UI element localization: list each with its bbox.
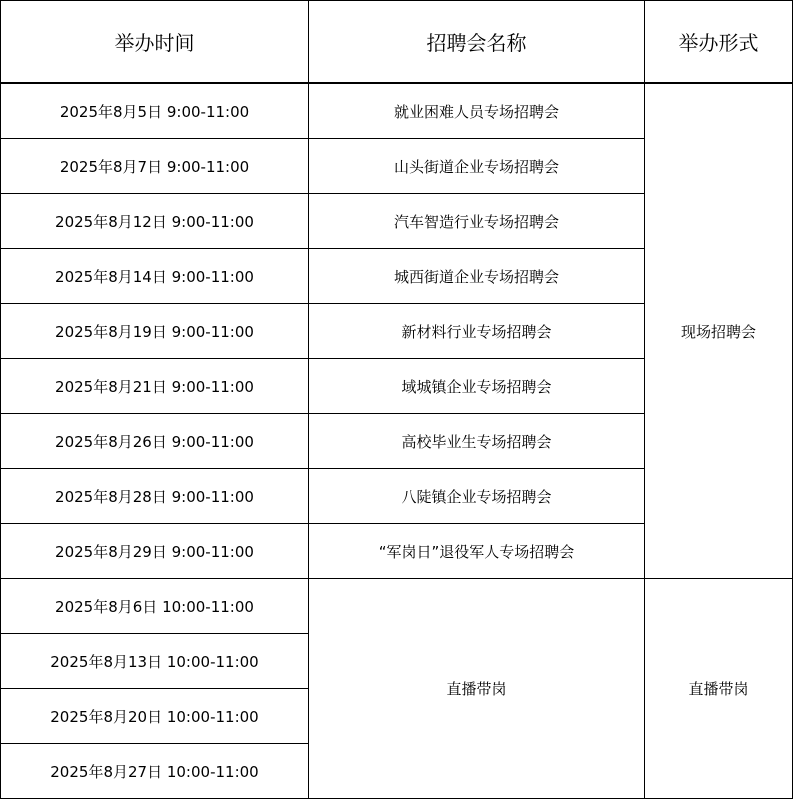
time-cell: 2025年8月21日 9:00-11:00 <box>1 359 309 414</box>
form-cell-live: 直播带岗 <box>645 579 793 799</box>
time-cell: 2025年8月13日 10:00-11:00 <box>1 634 309 689</box>
fair-name-cell-live: 直播带岗 <box>309 579 645 799</box>
fair-name-cell: 高校毕业生专场招聘会 <box>309 414 645 469</box>
time-cell: 2025年8月6日 10:00-11:00 <box>1 579 309 634</box>
time-cell: 2025年8月29日 9:00-11:00 <box>1 524 309 579</box>
fair-name-cell: “军岗日”退役军人专场招聘会 <box>309 524 645 579</box>
time-cell: 2025年8月7日 9:00-11:00 <box>1 139 309 194</box>
header-time: 举办时间 <box>1 1 309 84</box>
time-cell: 2025年8月5日 9:00-11:00 <box>1 83 309 139</box>
fair-name-cell: 域城镇企业专场招聘会 <box>309 359 645 414</box>
fair-name-cell: 山头街道企业专场招聘会 <box>309 139 645 194</box>
time-cell: 2025年8月28日 9:00-11:00 <box>1 469 309 524</box>
fair-name-cell: 汽车智造行业专场招聘会 <box>309 194 645 249</box>
time-cell: 2025年8月27日 10:00-11:00 <box>1 744 309 799</box>
table-row <box>1 83 793 139</box>
form-cell-onsite: 现场招聘会 <box>645 83 793 579</box>
fair-name-cell: 八陡镇企业专场招聘会 <box>309 469 645 524</box>
table-row <box>1 579 793 634</box>
time-cell: 2025年8月20日 10:00-11:00 <box>1 689 309 744</box>
time-cell: 2025年8月12日 9:00-11:00 <box>1 194 309 249</box>
fair-name-cell: 新材料行业专场招聘会 <box>309 304 645 359</box>
header-row <box>1 1 793 84</box>
fair-name-cell: 城西街道企业专场招聘会 <box>309 249 645 304</box>
time-cell: 2025年8月14日 9:00-11:00 <box>1 249 309 304</box>
time-cell: 2025年8月19日 9:00-11:00 <box>1 304 309 359</box>
header-form: 举办形式 <box>645 1 793 84</box>
time-cell: 2025年8月26日 9:00-11:00 <box>1 414 309 469</box>
header-name: 招聘会名称 <box>309 1 645 84</box>
fair-name-cell: 就业困难人员专场招聘会 <box>309 83 645 139</box>
